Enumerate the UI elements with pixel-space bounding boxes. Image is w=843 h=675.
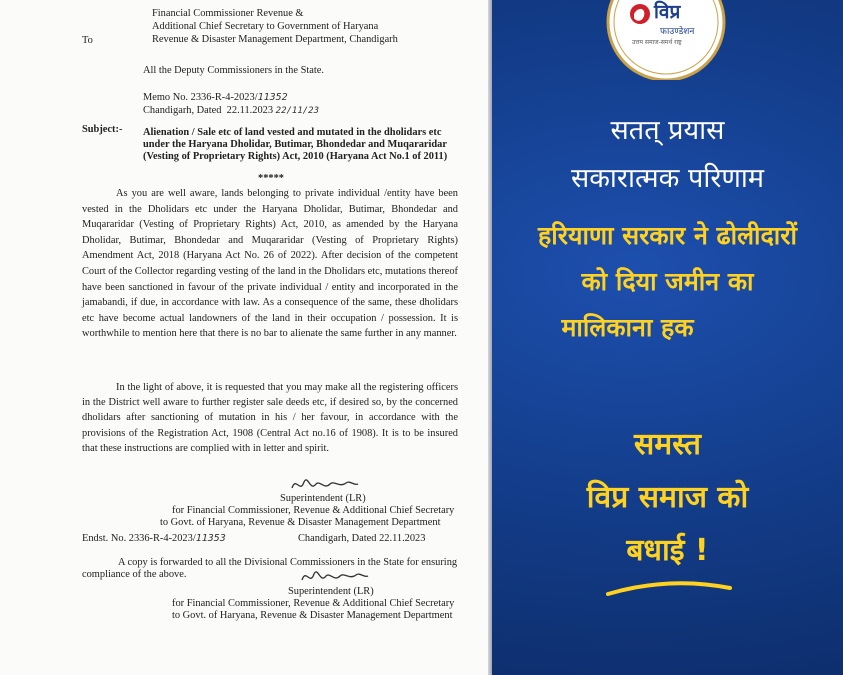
subject-label: Subject:- [82, 124, 123, 135]
memo-date: Chandigarh, Dated 22.11.2023 22/11/23 [143, 105, 320, 116]
subject-line-3: (Vesting of Proprietary Rights) Act, 2010 (Haryana Act No.1 of 2011) [143, 151, 448, 162]
sign-block-1-line-1: for Financial Commissioner, Revenue & Additional Chief Secretary [172, 505, 455, 516]
headline-line-5: मालिकाना हक [561, 313, 694, 342]
greeting-line-1: समस्त [634, 427, 701, 462]
banner-panel [492, 0, 843, 675]
paragraph-1: As you are well aware, lands belonging to private individual /entity have been vested in the Dholidars etc under the Haryana Dholidar, Butimar, Bhondedar and Muqararidar (Vesting of Proprietary Rights) Act, 2010, as amended by the Haryana Dholidar, Butimar, Bhondedar and Muqararidar (Vesting of Proprietary Rights) Amendment Act, 2018 (Haryana Act No. 26 of 2022). After decision of the competent Court of the Collector regarding vesting of the land in the Dholidars etc, mutations thereof have been sanctioned in favour of the private individual / entity and incorporated in the jamabandi, if due, in accordance with law. As a consequence of the same, these dholidars etc have become actual landowners of the land in their occupation / possession. It is worthwhile to mention here that there is no bar to alienate the same further in any manner. [82, 188, 458, 340]
headline-line-2: सकारात्मक परिणाम [570, 163, 765, 194]
endorsement-number: Endst. No. 2336-R-4-2023/11353 [82, 533, 226, 544]
subject-line-2: under the Haryana Dholidar, Butimar, Bhondedar and Muqararidar [143, 139, 447, 150]
headline-line-3: हरियाणा सरकार ने ढोलीदारों [538, 221, 797, 250]
greeting-line-3: बधाई ! [626, 533, 709, 568]
sign-block-2-line-2: to Govt. of Haryana, Revenue & Disaster Management Department [172, 610, 453, 621]
recipients: All the Deputy Commissioners in the State. [143, 65, 324, 76]
logo-subtitle: फाउण्डेशन [660, 27, 695, 37]
to-label: To [82, 35, 93, 46]
vipra-foundation-logo [606, 0, 726, 80]
memo-number: Memo No. 2336-R-4-2023/11352 [143, 92, 288, 103]
endorsement-date: Chandigarh, Dated 22.11.2023 [298, 533, 426, 544]
headline-line-1: सतत् प्रयास [610, 115, 725, 146]
paragraph-2: In the light of above, it is requested that you may make all the registering officers in the District well aware to further register sale deeds etc, if desired so, by the concerned dholidars after sanctioning of mutation in his / her favour, in accordance with the provisions of the Registration Act, 1908 (Central Act no.16 of 1908). It is to be insured that these instructions are complied with in letter and spirit. [82, 382, 458, 454]
superintendent-1: Superintendent (LR) [280, 493, 366, 504]
subject-line-1: Alienation / Sale etc of land vested and mutated in the dholidars etc [143, 127, 442, 138]
copy-text-1: A copy is forwarded to all the Divisional Commissioners in the State for ensuring [118, 557, 458, 568]
copy-text-2: compliance of the above. [82, 569, 187, 580]
sign-block-2-line-1: for Financial Commissioner, Revenue & Additional Chief Secretary [172, 598, 455, 609]
superintendent-2: Superintendent (LR) [288, 586, 374, 597]
logo-name: विप्र [654, 1, 681, 23]
from-line-2: Additional Chief Secretary to Government of Haryana [152, 21, 379, 32]
from-line-3: Revenue & Disaster Management Department, Chandigarh [152, 34, 398, 45]
sign-block-1-line-2: to Govt. of Haryana, Revenue & Disaster Management Department [160, 517, 441, 528]
underline-swoosh [604, 578, 734, 598]
from-line-1: Financial Commissioner Revenue & [152, 8, 304, 19]
separator-stars: ***** [258, 173, 284, 184]
headline-line-4: को दिया जमीन का [581, 267, 754, 296]
logo-tagline: उत्तम समाज-समर्थ राष्ट्र [632, 39, 682, 46]
greeting-line-2: विप्र समाज को [586, 480, 749, 515]
